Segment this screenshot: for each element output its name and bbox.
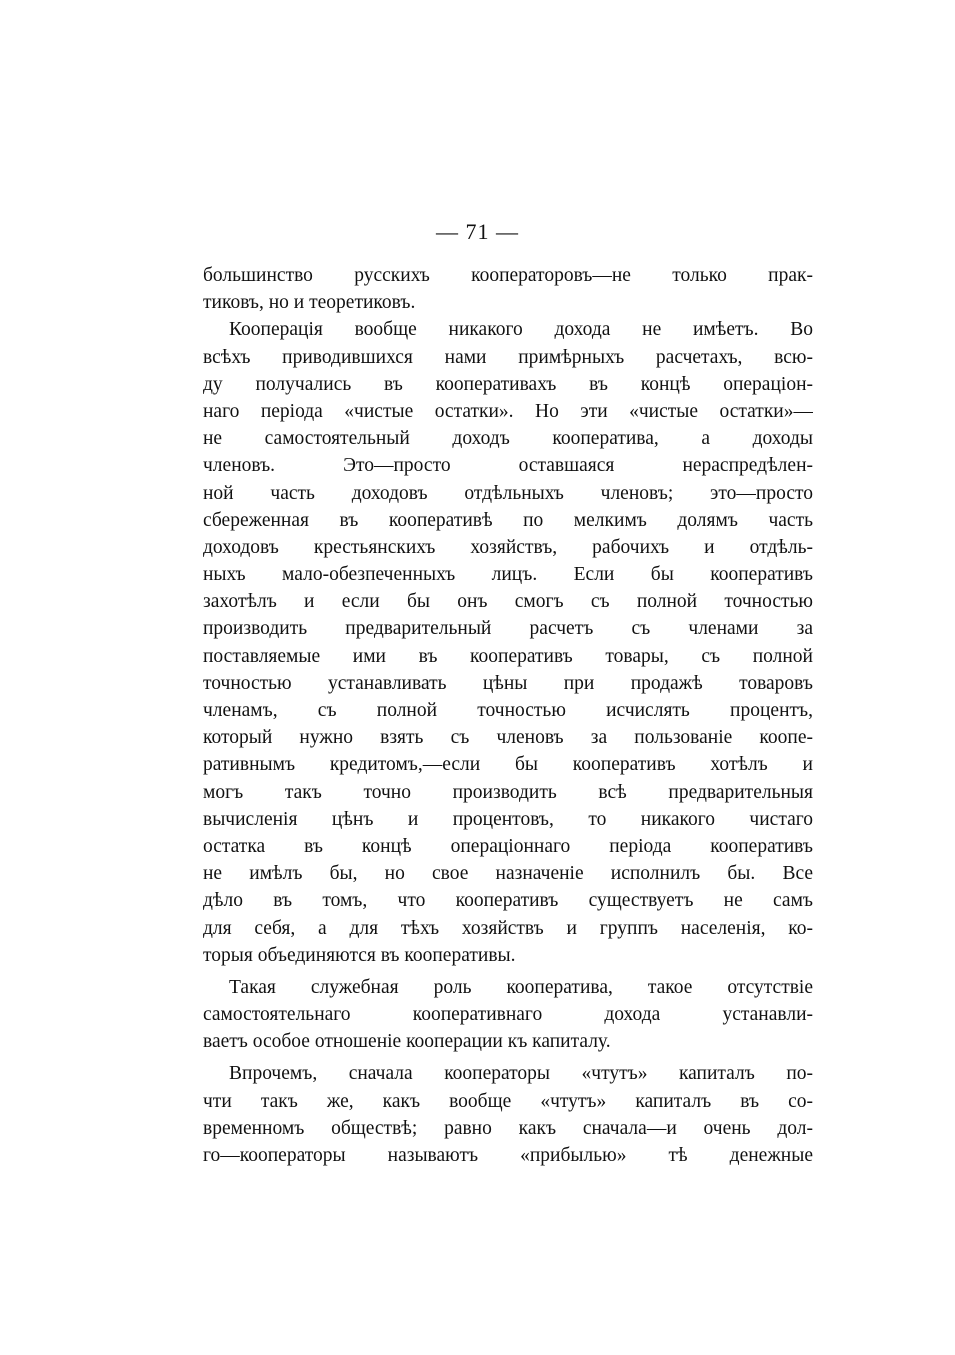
text-line: вычисленія цѣнъ и процентовъ, то никакого чистаго	[203, 808, 813, 830]
text-line: могъ такъ точно производить всѣ предварительныя	[203, 781, 813, 803]
page-number: — 71 —	[436, 219, 519, 244]
text-line: членовъ. Это—просто оставшаяся нераспредѣлен-	[203, 455, 813, 477]
text-line: членамъ, съ полной точностью исчислять процентъ,	[203, 700, 813, 721]
text-line: ваетъ особое отношеніе кооперации къ капиталу.	[203, 1031, 611, 1053]
text-line: для себя, а для тѣхъ хозяйствъ и группъ населенія, ко-	[203, 917, 813, 939]
text-line: который нужно взять съ членовъ за пользованіе коопе-	[203, 727, 813, 749]
text-line: чти такъ же, какъ вообще «чтутъ» капиталъ въ со-	[203, 1090, 813, 1112]
text-line: Впрочемъ, сначала кооператоры «чтутъ» капиталъ по-	[229, 1063, 813, 1085]
text-line: всѣхъ приводившихся нами примѣрныхъ расчетахъ, всю-	[203, 346, 813, 368]
paragraph	[203, 316, 813, 969]
text-line: временномъ обществѣ; равно какъ сначала—и очень дол-	[203, 1117, 813, 1139]
body-text	[203, 262, 813, 1169]
text-line: ной часть доходовъ отдѣльныхъ членовъ; это—просто	[203, 482, 813, 504]
text-line: ныхъ мало-обезпеченныхъ лицъ. Если бы кооперативъ	[203, 564, 813, 586]
text-line: большинство русскихъ кооператоровъ—не только прак-	[203, 265, 813, 286]
text-line: ду получались въ кооперативахъ въ концѣ операціон-	[203, 373, 813, 395]
text-line: доходовъ крестьянскихъ хозяйствъ, рабочихъ и отдѣль-	[203, 536, 813, 558]
text-line: ративнымъ кредитомъ,—если бы кооперативъ хотѣлъ и	[203, 754, 813, 776]
text-line: поставляемые ими въ кооперативъ товары, съ полной	[203, 645, 813, 667]
paragraph	[203, 262, 813, 316]
text-line: торыя объединяются въ кооперативы.	[203, 944, 516, 966]
text-line: остатка въ концѣ операціоннаго періода кооперативъ	[203, 835, 813, 857]
text-line: Кооперація вообще никакого дохода не имѣетъ. Во	[229, 319, 813, 341]
text-line: не самостоятельный доходъ кооператива, а доходы	[203, 428, 813, 450]
text-line: дѣло въ томъ, что кооперативъ существуетъ не самъ	[203, 890, 813, 912]
text-line: тиковъ, но и теоретиковъ.	[203, 292, 416, 314]
text-line: го—кооператоры называютъ «прибылью» тѣ денежные	[203, 1145, 813, 1166]
text-line: не имѣлъ бы, но свое назначеніе исполнилъ бы. Все	[203, 863, 813, 885]
text-line: сбереженная въ кооперативѣ по мелкимъ долямъ часть	[203, 509, 813, 531]
text-line: захотѣлъ и если бы онъ смогъ съ полной точностью	[203, 591, 813, 613]
paragraph	[203, 974, 813, 1056]
paragraph	[203, 1060, 813, 1169]
text-line: точностью устанавливать цѣны при продажѣ товаровъ	[203, 672, 813, 694]
text-line: Такая служебная роль кооператива, такое отсутствіе	[229, 976, 813, 998]
text-line: наго періода «чистые остатки». Но эти «чистые остатки»—	[203, 400, 813, 422]
text-line: производить предварительный расчетъ съ членами за	[203, 618, 813, 640]
text-line: самостоятельнаго кооперативнаго дохода устанавли-	[203, 1004, 813, 1026]
